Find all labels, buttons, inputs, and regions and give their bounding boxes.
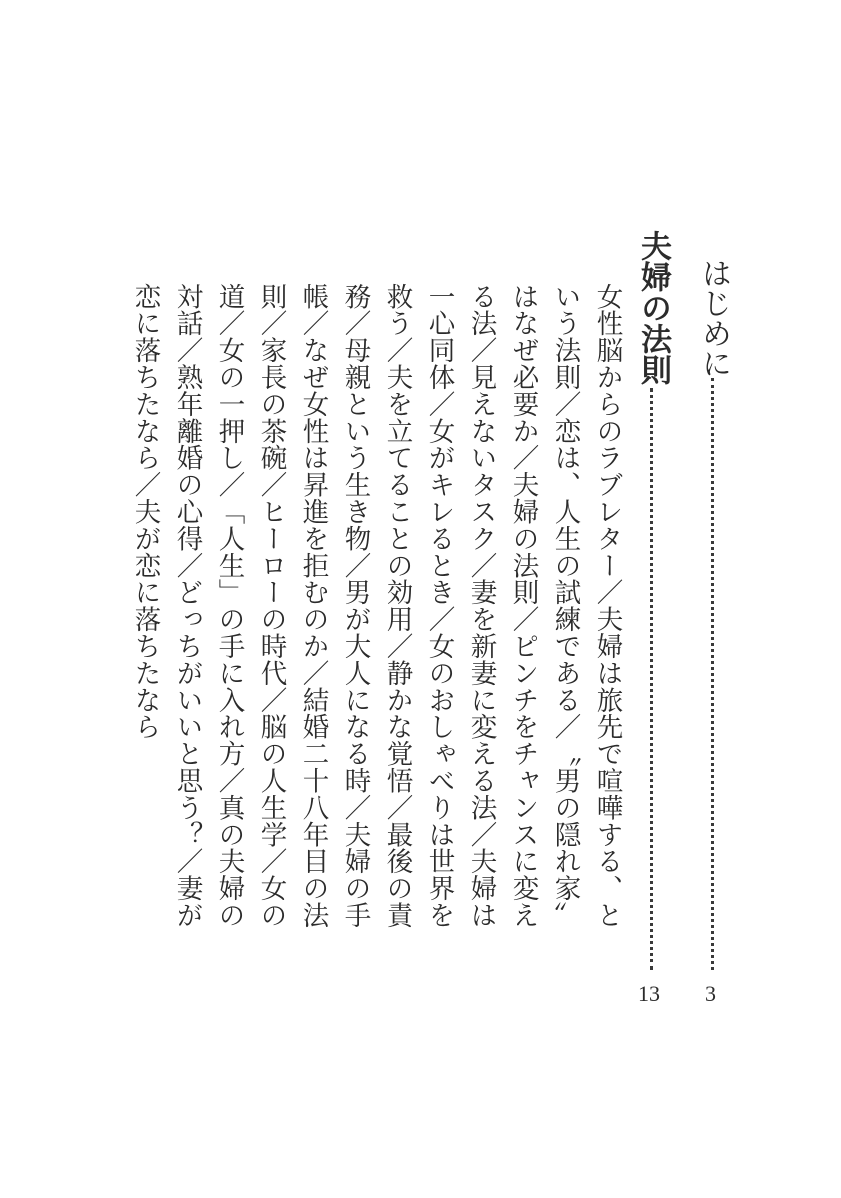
summary-line: 女性脳からのラブレター／夫婦は旅先で喧嘩する、と <box>591 283 623 929</box>
summary-line: る法／見えないタスク／妻を新妻に変える法／夫婦は <box>465 283 497 929</box>
toc-entry-hajimeni-page[interactable]: 3 <box>705 981 716 1006</box>
summary-line: 救う／夫を立てることの効用／静かな覚悟／最後の責 <box>381 283 413 929</box>
summary-line: 道／女の一押し／「人生」の手に入れ方／真の夫婦の <box>213 283 245 929</box>
summary-line: 一心同体／女がキレるとき／女のおしゃべりは世界を <box>423 283 455 929</box>
summary-line: 務／母親という生き物／男が大人になる時／夫婦の手 <box>339 283 371 929</box>
summary-line: 恋に落ちたなら／夫が恋に落ちたなら <box>129 283 161 741</box>
toc-leader-hajimeni <box>711 378 714 970</box>
summary-line: 則／家長の茶碗／ヒーローの時代／脳の人生学／女の <box>255 283 287 929</box>
toc-entry-hajimeni-title[interactable]: はじめに <box>696 258 731 378</box>
toc-entry-fufu-page[interactable]: 13 <box>638 981 660 1006</box>
toc-leader-fufu <box>650 388 653 970</box>
toc-entry-fufu-title[interactable]: 夫婦の法則 <box>635 230 671 385</box>
summary-line: はなぜ必要か／夫婦の法則／ピンチをチャンスに変え <box>507 283 539 929</box>
summary-line: いう法則／恋は、人生の試練である／〝男の隠れ家〟 <box>549 283 581 929</box>
summary-line: 帳／なぜ女性は昇進を拒むのか／結婚二十八年目の法 <box>297 283 329 929</box>
summary-line: 対話／熟年離婚の心得／どっちがいいと思う？／妻が <box>171 283 203 929</box>
